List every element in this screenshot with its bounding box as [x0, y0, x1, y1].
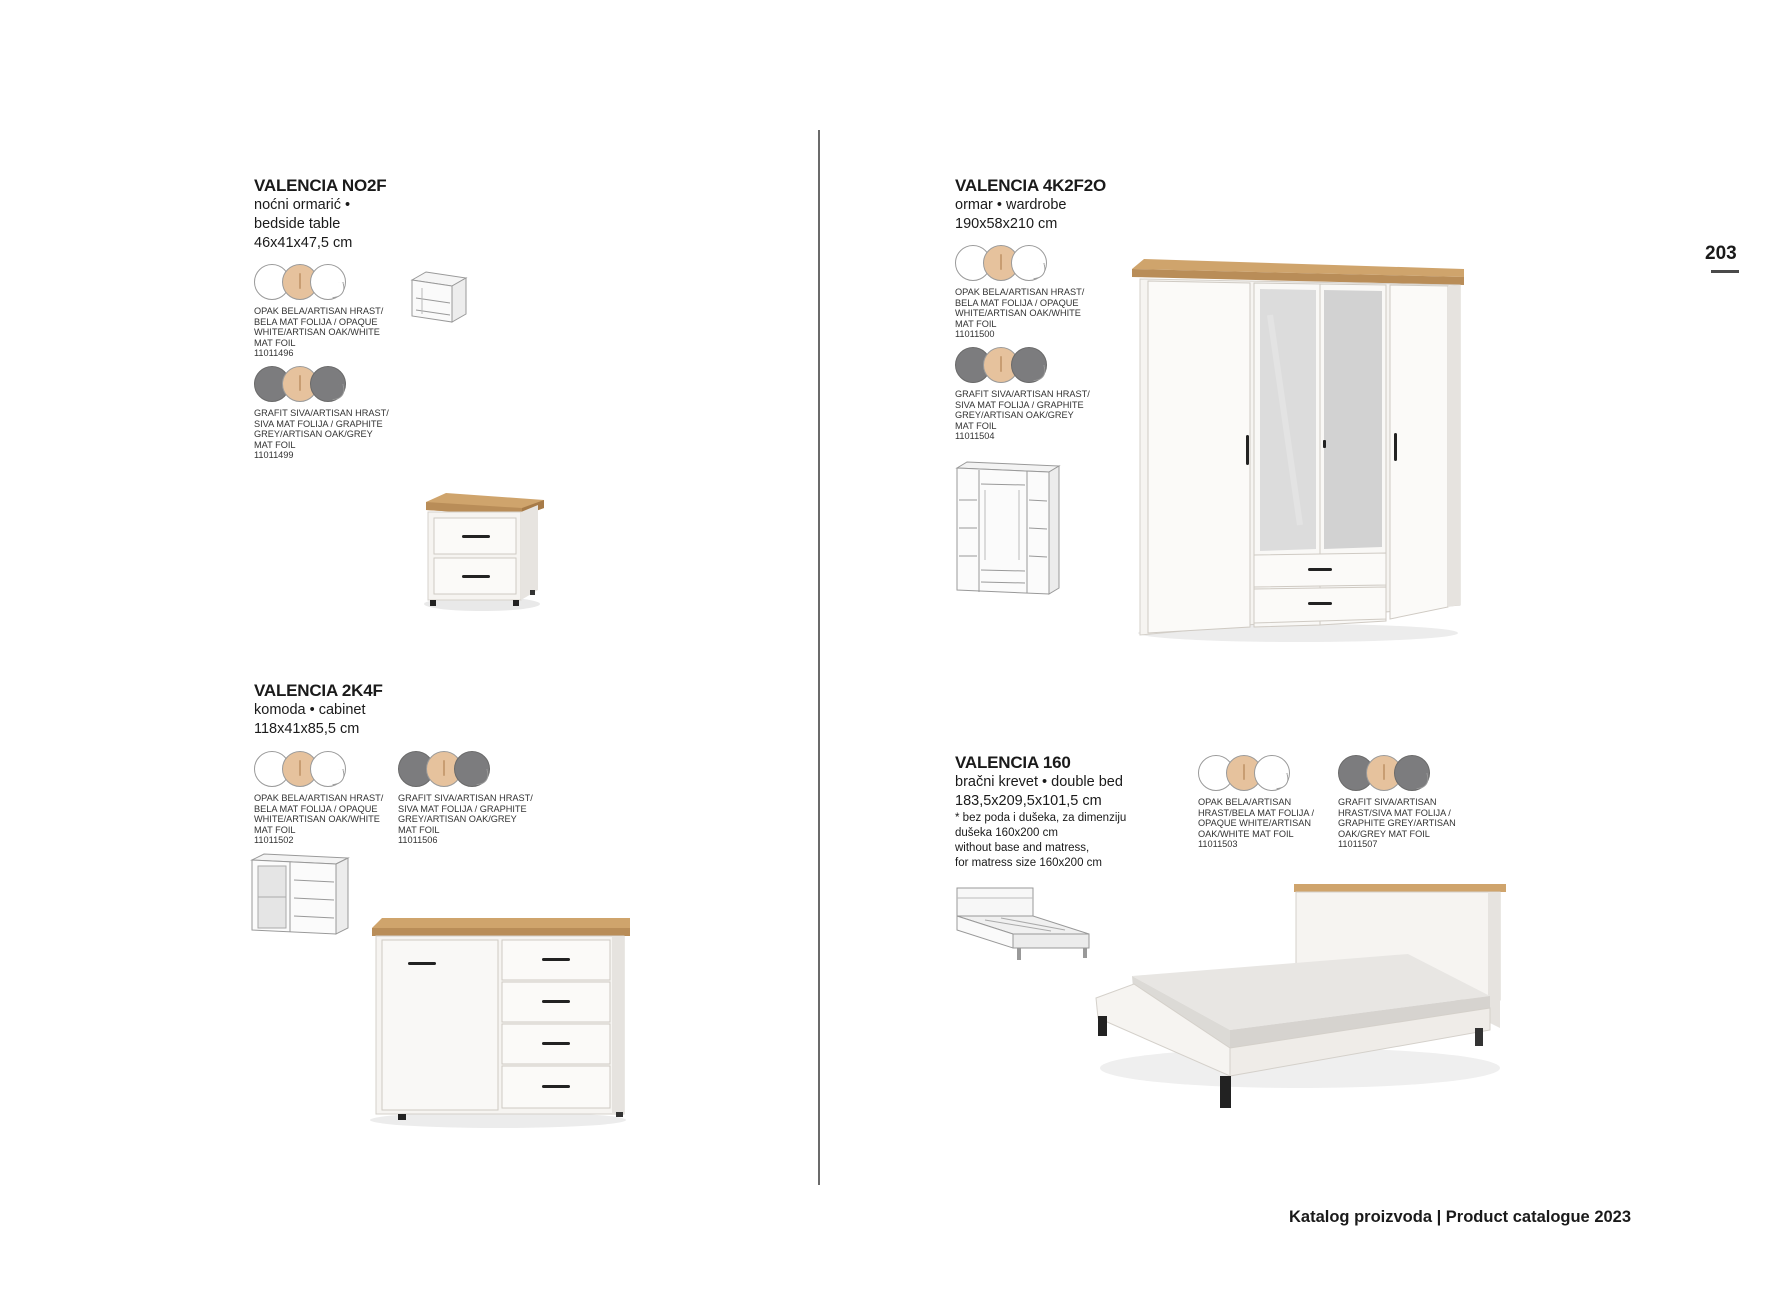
white-foil-swatch-icon — [1011, 245, 1047, 281]
product-type-line1: ormar • wardrobe — [955, 197, 1067, 213]
finish-label: OPAK BELA/ARTISAN HRAST/ BELA MAT FOLIJA / OPAQUE WHITE/ARTISAN OAK/WHITE MAT FOIL — [254, 793, 384, 835]
product-no2f-header — [254, 176, 454, 253]
product-type-line1: komoda • cabinet — [254, 702, 366, 718]
finish-option-graphite[interactable] — [1338, 755, 1463, 850]
wardrobe-image — [1130, 255, 1470, 645]
product-type-line2: bedside table — [254, 216, 341, 232]
product-2k4f-header — [254, 681, 514, 739]
finish-label: GRAFIT SIVA/ARTISAN HRAST/ SIVA MAT FOLIJA / GRAPHITE GREY/ARTISAN OAK/GREY MAT FOIL — [398, 793, 533, 835]
bed-schematic-icon — [955, 886, 1091, 974]
finish-code: 11011500 — [955, 329, 995, 339]
finish-option-graphite[interactable] — [398, 751, 533, 846]
page-number: 203 — [1705, 243, 1737, 264]
swatch-group — [254, 366, 389, 404]
product-title: VALENCIA 4K2F2O — [955, 176, 1106, 195]
product-160-header — [955, 753, 1175, 871]
swatch-group — [955, 245, 1090, 283]
finish-option-white[interactable] — [1198, 755, 1323, 850]
product-dimensions: 183,5x209,5x101,5 cm — [955, 793, 1102, 809]
page-divider — [818, 130, 820, 1185]
wardrobe-schematic-icon — [955, 460, 1061, 596]
swatch-group — [1198, 755, 1323, 793]
grey-foil-swatch-icon — [310, 366, 346, 402]
finish-code: 11011499 — [254, 450, 294, 460]
swatch-group — [955, 347, 1090, 385]
finish-code: 11011507 — [1338, 839, 1378, 849]
grey-foil-swatch-icon — [454, 751, 490, 787]
finish-label: GRAFIT SIVA/ARTISAN HRAST/ SIVA MAT FOLIJA / GRAPHITE GREY/ARTISAN OAK/GREY MAT FOIL — [955, 389, 1090, 431]
finish-code: 11011502 — [254, 835, 294, 845]
finish-code: 11011504 — [955, 431, 995, 441]
bedside-table-schematic-icon — [408, 270, 468, 324]
cabinet-schematic-icon — [250, 852, 350, 938]
product-note-1: * bez poda i dušeka, za dimenziju — [955, 812, 1127, 824]
finish-option-white[interactable] — [955, 245, 1090, 340]
product-4k2f2o-header — [955, 176, 1215, 234]
swatch-group — [254, 264, 389, 302]
product-title: VALENCIA 2K4F — [254, 681, 383, 700]
swatch-group — [254, 751, 389, 789]
finish-option-graphite[interactable] — [254, 366, 389, 461]
finish-label: OPAK BELA/ARTISAN HRAST/ BELA MAT FOLIJA / OPAQUE WHITE/ARTISAN OAK/WHITE MAT FOIL — [254, 306, 384, 348]
product-dimensions: 46x41x47,5 cm — [254, 235, 353, 251]
finish-option-graphite[interactable] — [955, 347, 1090, 442]
finish-code: 11011503 — [1198, 839, 1238, 849]
cabinet-image — [368, 912, 638, 1132]
product-note-3: without base and matress, — [955, 842, 1090, 854]
white-foil-swatch-icon — [310, 751, 346, 787]
finish-code: 11011496 — [254, 348, 294, 358]
double-bed-image — [1090, 880, 1510, 1130]
product-note-2: dušeka 160x200 cm — [955, 827, 1058, 839]
finish-option-white[interactable] — [254, 264, 389, 359]
white-foil-swatch-icon — [1254, 755, 1290, 791]
page-number-underline — [1711, 270, 1739, 273]
finish-label: GRAFIT SIVA/ARTISAN HRAST/ SIVA MAT FOLIJA / GRAPHITE GREY/ARTISAN OAK/GREY MAT FOIL — [254, 408, 389, 450]
swatch-group — [1338, 755, 1463, 793]
grey-foil-swatch-icon — [1011, 347, 1047, 383]
product-dimensions: 190x58x210 cm — [955, 216, 1058, 232]
grey-foil-swatch-icon — [1394, 755, 1430, 791]
finish-label: GRAFIT SIVA/ARTISAN HRAST/SIVA MAT FOLIJA / GRAPHITE GREY/ARTISAN OAK/GREY MAT FOIL — [1338, 797, 1456, 839]
finish-option-white[interactable] — [254, 751, 389, 846]
finish-code: 11011506 — [398, 835, 438, 845]
white-foil-swatch-icon — [310, 264, 346, 300]
footer-catalogue-title: Katalog proizvoda | Product catalogue 2023 — [1289, 1208, 1632, 1226]
product-title: VALENCIA 160 — [955, 753, 1071, 772]
product-dimensions: 118x41x85,5 cm — [254, 721, 360, 737]
product-type-line1: noćni ormarić • — [254, 197, 351, 213]
swatch-group — [398, 751, 533, 789]
finish-label: OPAK BELA/ARTISAN HRAST/ BELA MAT FOLIJA / OPAQUE WHITE/ARTISAN OAK/WHITE MAT FOIL — [955, 287, 1085, 329]
finish-label: OPAK BELA/ARTISAN HRAST/BELA MAT FOLIJA / OPAQUE WHITE/ARTISAN OAK/WHITE MAT FOIL — [1198, 797, 1315, 839]
product-title: VALENCIA NO2F — [254, 176, 387, 195]
product-type-line1: bračni krevet • double bed — [955, 774, 1123, 790]
product-note-4: for matress size 160x200 cm — [955, 857, 1103, 869]
bedside-table-image — [418, 490, 548, 615]
